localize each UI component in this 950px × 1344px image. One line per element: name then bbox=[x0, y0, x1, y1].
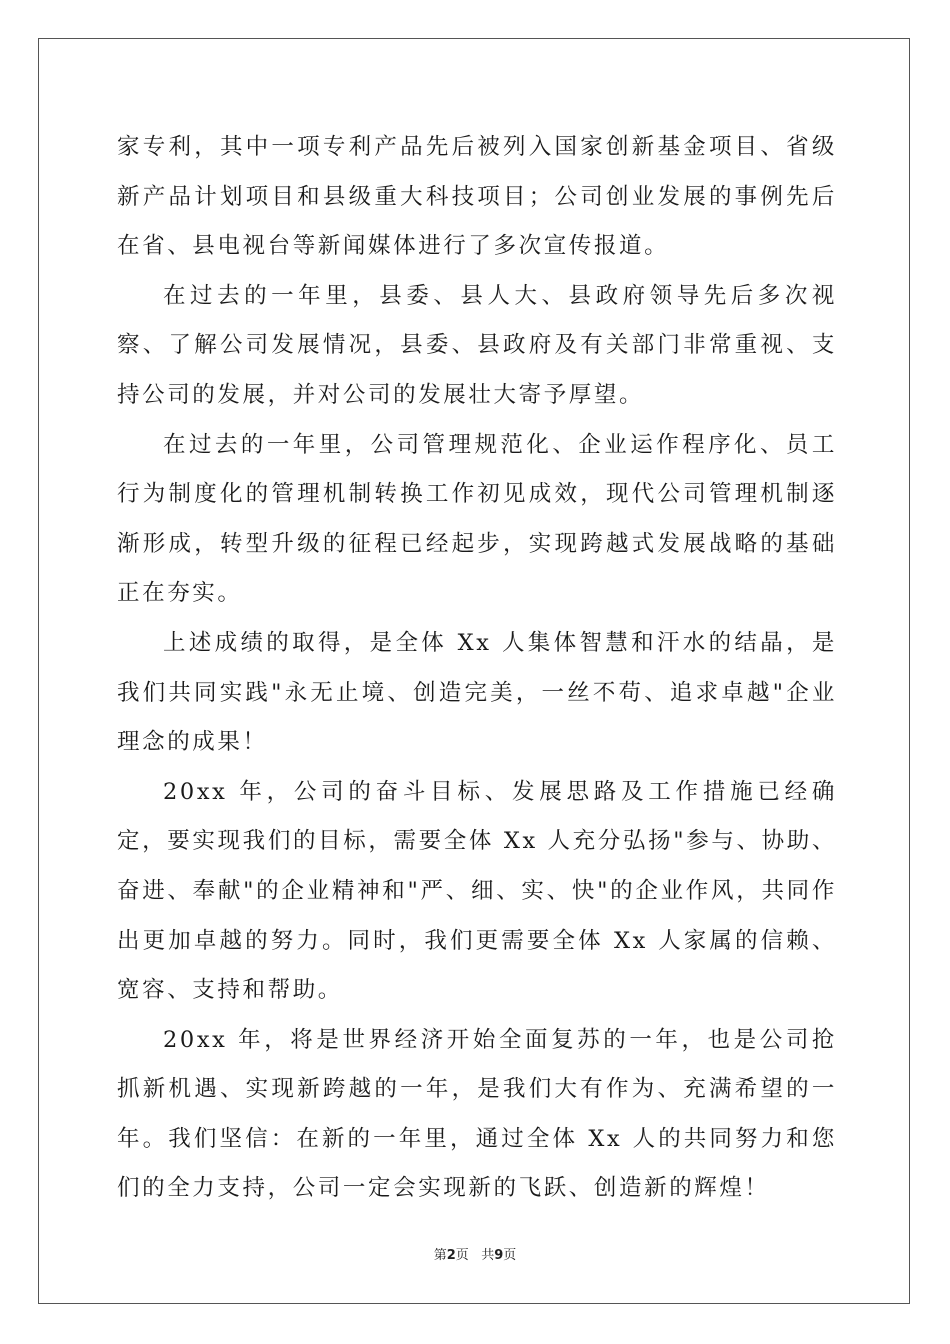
page-suffix: 页 bbox=[455, 1248, 469, 1263]
paragraph: 在过去的一年里，公司管理规范化、企业运作程序化、员工行为制度化的管理机制转换工作初见成效，现代公司管理机制逐渐形成，转型升级的征程已经起步，实现跨越式发展战略的基础正在夯实。 bbox=[117, 431, 837, 607]
paragraph: 在过去的一年里，县委、县人大、县政府领导先后多次视察、了解公司发展情况，县委、县政府及有关部门非常重视、支持公司的发展，并对公司的发展壮大寄予厚望。 bbox=[117, 282, 837, 408]
page-number: 2 bbox=[446, 1248, 456, 1263]
total-suffix: 页 bbox=[503, 1248, 517, 1263]
paragraph: 上述成绩的取得，是全体 Xx 人集体智慧和汗水的结晶，是我们共同实践"永无止境、创造完美，一丝不苟、追求卓越"企业理念的成果！ bbox=[117, 629, 837, 756]
paragraph: 20xx 年，公司的奋斗目标、发展思路及工作措施已经确定，要实现我们的目标，需要全体 Xx 人充分弘扬"参与、协助、奋进、奉献"的企业精神和"严、细、实、快"的企业作风，共同作出更加卓越的努力。同时，我们更需要全体 Xx 人家属的信赖、宽容、支持和帮助。 bbox=[117, 778, 837, 1004]
page-prefix: 第 bbox=[433, 1248, 447, 1263]
paragraph-continued: 家专利，其中一项专利产品先后被列入国家创新基金项目、省级新产品计划项目和县级重大科技项目；公司创业发展的事例先后在省、县电视台等新闻媒体进行了多次宣传报道。 bbox=[117, 134, 837, 260]
page-footer bbox=[0, 1244, 950, 1263]
document-body bbox=[117, 123, 837, 1214]
paragraph: 20xx 年，将是世界经济开始全面复苏的一年，也是公司抢抓新机遇、实现新跨越的一年，是我们大有作为、充满希望的一年。我们坚信：在新的一年里，通过全体 Xx 人的共同努力和您们的全力支持，公司一定会实现新的飞跃、创造新的辉煌！ bbox=[117, 1026, 837, 1202]
total-prefix: 共 bbox=[481, 1248, 495, 1263]
total-pages: 9 bbox=[494, 1248, 504, 1263]
